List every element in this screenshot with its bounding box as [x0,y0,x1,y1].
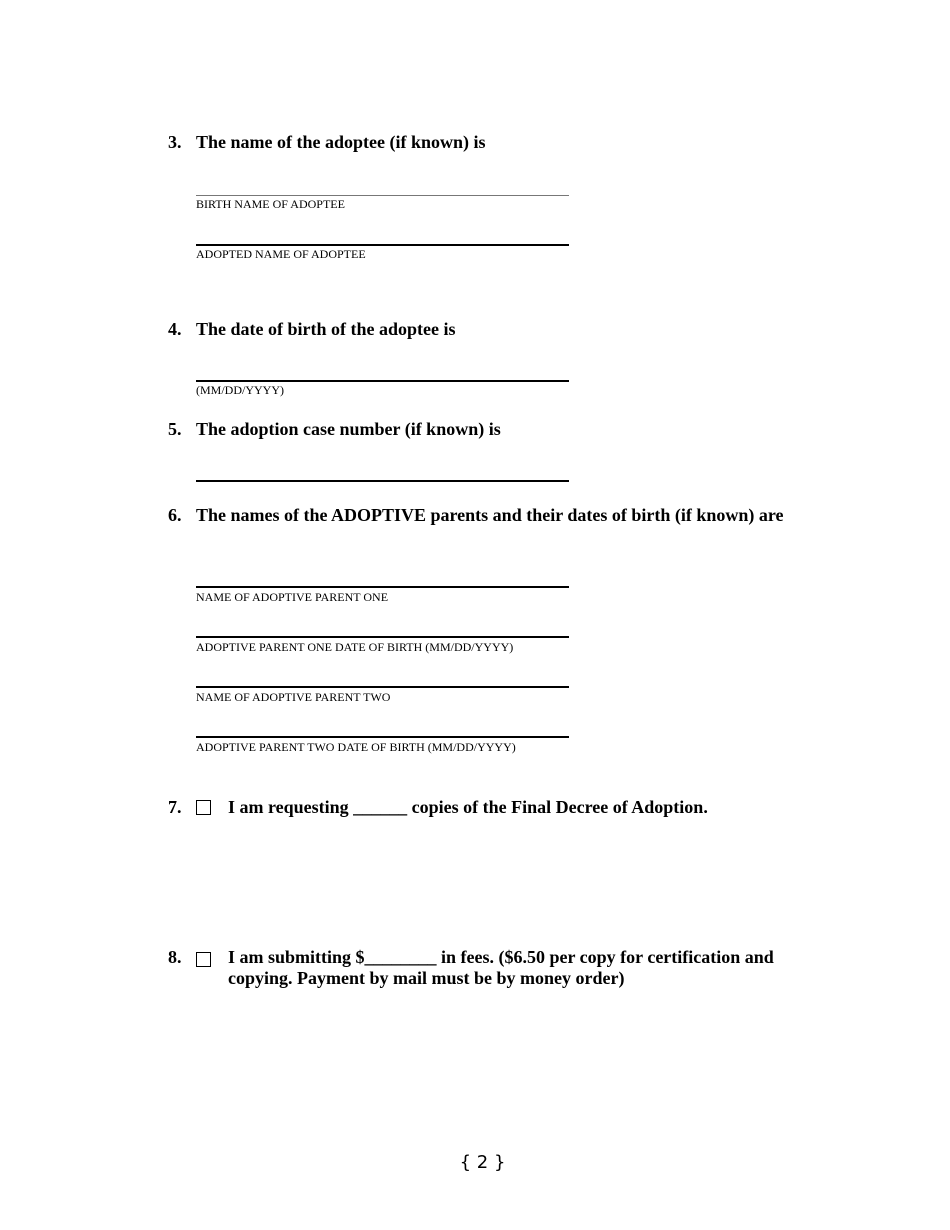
item-text: The adoption case number (if known) is [196,419,501,439]
request-copies-checkbox[interactable] [196,800,211,815]
item-8-number: 8. [168,947,182,967]
item-7-text: I am requesting ______ copies of the Final Decree of Adoption. [228,797,708,817]
item-8-text-line2: copying. Payment by mail must be by money order) [228,968,625,988]
birth-name-field[interactable] [196,195,569,196]
field-caption: (MM/DD/YYYY) [196,383,284,397]
adopted-name-field[interactable] [196,244,569,246]
date-of-birth-field[interactable] [196,380,569,382]
field-caption: BIRTH NAME OF ADOPTEE [196,197,345,211]
parent-two-name-field[interactable] [196,686,569,688]
item-number: 3. [168,132,182,152]
item-3-question [168,132,486,153]
case-number-field[interactable] [196,480,569,482]
page-number: { 2 } [459,1152,506,1173]
item-number: 4. [168,319,182,339]
item-text: The names of the ADOPTIVE parents and their dates of birth (if known) are [196,505,784,525]
submit-fees-checkbox[interactable] [196,952,211,967]
parent-one-name-field[interactable] [196,586,569,588]
field-caption: ADOPTIVE PARENT ONE DATE OF BIRTH (MM/DD/YYYY) [196,640,514,654]
field-caption: ADOPTED NAME OF ADOPTEE [196,247,366,261]
item-number: 5. [168,419,182,439]
item-text: The name of the adoptee (if known) is [196,132,486,152]
item-4-question [168,319,456,340]
item-number: 6. [168,505,182,525]
field-caption: ADOPTIVE PARENT TWO DATE OF BIRTH (MM/DD/YYYY) [196,740,516,754]
item-6-question [168,505,784,526]
item-5-question [168,419,501,440]
field-caption: NAME OF ADOPTIVE PARENT ONE [196,590,389,604]
item-8-text-line1: I am submitting $________ in fees. ($6.50 per copy for certification and [228,947,774,967]
field-caption: NAME OF ADOPTIVE PARENT TWO [196,690,391,704]
parent-one-dob-field[interactable] [196,636,569,638]
item-text: The date of birth of the adoptee is [196,319,456,339]
item-7-number: 7. [168,797,182,817]
parent-two-dob-field[interactable] [196,736,569,738]
